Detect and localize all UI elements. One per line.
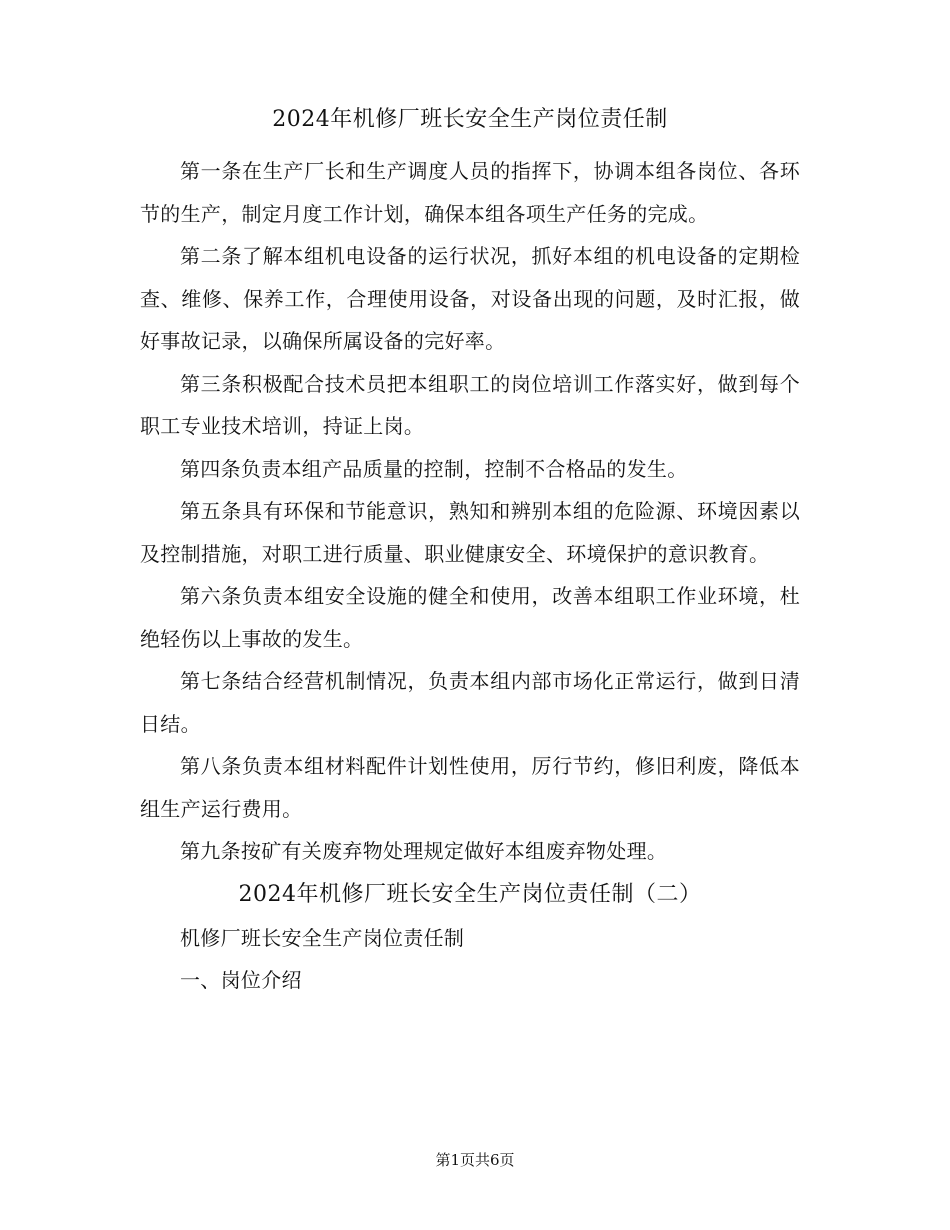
article-8: 第八条负责本组材料配件计划性使用，厉行节约，修旧利废，降低本组生产运行费用。 [140, 754, 800, 821]
article-5: 第五条具有环保和节能意识，熟知和辨别本组的危险源、环境因素以及控制措施，对职工进行质量、职业健康安全、环境保护的意识教育。 [140, 499, 800, 566]
section-2-heading-job-intro: 一、岗位介绍 [180, 968, 302, 992]
page-number: 第1页共6页 [435, 1151, 515, 1169]
article-1: 第一条在生产厂长和生产调度人员的指挥下，协调本组各岗位、各环节的生产，制定月度工作计划，确保本组各项生产任务的完成。 [140, 159, 800, 226]
article-9: 第九条按矿有关废弃物处理规定做好本组废弃物处理。 [180, 839, 668, 863]
document-title: 2024年机修厂班长安全生产岗位责任制 [272, 107, 668, 132]
article-4: 第四条负责本组产品质量的控制，控制不合格品的发生。 [180, 456, 688, 481]
article-2: 第二条了解本组机电设备的运行状况，抓好本组的机电设备的定期检查、维修、保养工作，合理使用设备，对设备出现的问题，及时汇报，做好事故记录，以确保所属设备的完好率。 [140, 244, 800, 353]
article-3: 第三条积极配合技术员把本组职工的岗位培训工作落实好，做到每个职工专业技术培训，持证上岗。 [140, 371, 800, 438]
article-7: 第七条结合经营机制情况，负责本组内部市场化正常运行，做到日清日结。 [140, 669, 800, 736]
section-2-title: 2024年机修厂班长安全生产岗位责任制（二） [238, 881, 702, 907]
article-6: 第六条负责本组安全设施的健全和使用，改善本组职工作业环境，杜绝轻伤以上事故的发生。 [140, 584, 800, 651]
document-body [140, 98, 800, 1002]
section-2-subtitle: 机修厂班长安全生产岗位责任制 [180, 925, 465, 950]
